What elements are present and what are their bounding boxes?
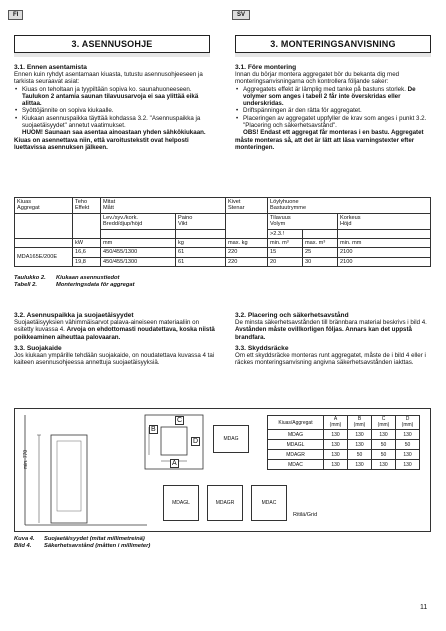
cell-min-vol: 15 — [268, 248, 303, 257]
cell-power: 19,8 — [73, 257, 101, 266]
lang-tab-sv: SV — [232, 10, 250, 20]
label-c: C — [177, 417, 183, 424]
fi-section-3-1 — [14, 64, 214, 151]
unit-minm3: min. m³ — [268, 239, 303, 248]
cell-dims: 450/455/1300 — [101, 257, 176, 266]
dist-th: B (mm) — [348, 416, 372, 430]
fi-title: 3. ASENNUSOHJE — [14, 35, 210, 53]
heater-elevation-diagram — [21, 413, 151, 529]
th-lwh: Lev./syv./kork. Bredd/djup/höjd — [101, 213, 176, 229]
fi-s32-text: Suojaetäisyyksien vähimmäisarvot palava-aineiseen materiaaliin on esitetty kuvassa 4. Arvoja on ehdottomasti noudatettava, koska niistä poikkeaminen aiheuttaa palovaaran. — [14, 319, 215, 341]
fi-s32-heading: 3.2. Asennuspaikka ja suojaetäisyydet — [14, 312, 134, 319]
table-row — [15, 257, 431, 266]
dist-th: D (mm) — [396, 416, 420, 430]
fi-section-3-2 — [14, 312, 216, 366]
sv-s33-text: Om ett skyddsräcke monteras runt aggregatet, måste de i bild 4 eller i räckes monteringsanvisning angivna säkerhetsavstånden iakttas. — [235, 351, 426, 367]
sv-s31-bullet-1: • Aggregatets effekt är lämplig med tanke på bastuns storlek. De volymer som anges i tabell 2 får inte överskridas eller underskridas. — [235, 86, 435, 108]
figure-caption: Kuva 4. Suojaetäisyydet (mitat millimetreinä) Bild 4. Säkerhetsavstånd (måtten i millimeter) — [14, 536, 151, 549]
th-power: Teho Effekt — [73, 198, 101, 214]
fi-s33-text: Jos kiukaan ympärille tehdään suojakaide, on noudatettava kuvassa 4 tai kaiteen asennusohjeessa annettuja suojaetäisyyksiä. — [14, 351, 215, 367]
room-mdagr: MDAGR — [207, 485, 243, 521]
label-a: A — [172, 460, 177, 467]
unit-kw: kW — [73, 239, 101, 248]
lang-tab-fi: FI — [8, 10, 23, 20]
fi-s31-bullet-2: • Syöttöjännite on sopiva kiukaalle. — [14, 107, 214, 114]
sv-s33-heading: 3.3. Skyddsräcke — [235, 344, 289, 352]
cell-weight: 61 — [176, 257, 226, 266]
sv-section-3-1 — [235, 64, 435, 151]
sv-s31-heading: 3.1. Före montering — [235, 64, 297, 71]
distance-table — [267, 415, 420, 470]
unit-maxkg: max. kg — [226, 239, 268, 248]
table-row: MDAGR 130 50 50 130 — [268, 450, 420, 460]
dist-th: A (mm) — [324, 416, 348, 430]
cell-height: 2100 — [338, 257, 431, 266]
cell-max-vol: 30 — [303, 257, 338, 266]
fi-s31-intro: Ennen kuin ryhdyt asentamaan kiuasta, tutustu asennusohjeeseen ja tarkista seuraavat asiat: — [14, 71, 203, 86]
dist-th: Kiuas/Aggregat — [268, 416, 324, 430]
cell-stones: 220 — [226, 257, 268, 266]
th-stones: Kivet Stenar — [226, 198, 268, 214]
fi-s31-bullet-1: • Kiuas on teholtaan ja tyypiltään sopiva ko. saunahuoneeseen. Taulukon 2 antamia saunan tilavuusarvoja ei saa ylittää eikä alittaa. — [14, 86, 214, 108]
sv-s31-intro: Innan du börjar montera aggregatet bör du bekanta dig med monteringsanvisningarna och kontrollera följande saker: — [235, 71, 400, 86]
cell-model: MDA165E/200E — [15, 248, 73, 267]
unit-mm: mm — [101, 239, 176, 248]
fi-s31-heading: 3.1. Ennen asentamista — [14, 64, 87, 71]
th-height: Korkeus Höjd — [338, 213, 431, 229]
cell-stones: 220 — [226, 248, 268, 257]
table-row: MDAC 130 130 130 130 — [268, 460, 420, 470]
fi-s31-note: HUOM! Saunaan saa asentaa ainoastaan yhden sähkökiukaan. Kiuas on asennettava niin, että varoitustekstit ovat helposti luettavissa asennuksen jälkeen. — [14, 129, 206, 151]
dist-th: C (mm) — [372, 416, 396, 430]
cell-height: 2100 — [338, 248, 431, 257]
table-row — [15, 248, 431, 257]
cell-weight: 61 — [176, 248, 226, 257]
sv-s31-note: OBS! Endast ett aggregat får monteras i en bastu. Aggregatet måste monteras så, att det är lätt att läsa varningstexter efter monteringen. — [235, 129, 424, 151]
unit-maxm3: max. m³ — [303, 239, 338, 248]
room-mdag: MDAG — [213, 425, 249, 453]
sv-s32-heading: 3.2. Placering och säkerhetsavstånd — [235, 312, 349, 319]
th-steam: Löylyhuone Bastuutrymme — [268, 198, 431, 214]
label-d: D — [193, 438, 199, 445]
cell-min-vol: 20 — [268, 257, 303, 266]
sv-s31-bullet-3: • Placeringen av aggregatet uppfyller de krav som anges i punkt 3.2. "Placering och säkerhetsavstånd". — [235, 115, 435, 130]
floor-label: Ritilä/Grid — [293, 512, 318, 518]
th-model: Kiuas Aggregat — [15, 198, 73, 214]
th-volume: Tilavuus Volym — [268, 213, 338, 229]
fi-title-box — [14, 35, 210, 57]
table-row: MDAGL 130 130 50 50 — [268, 440, 420, 450]
th-dims: Mitat Mått — [101, 198, 226, 214]
installation-table — [14, 197, 431, 267]
room-mdagl: MDAGL — [163, 485, 199, 521]
table-caption: Taulukko 2. Kiukaan asennustiedot Tabell 2. Monteringsdata för aggregat — [14, 275, 135, 288]
figure-4 — [14, 408, 431, 532]
th-weight: Paino Vikt — [176, 213, 226, 229]
unit-kg: kg — [176, 239, 226, 248]
sv-title-box — [235, 35, 431, 57]
min-height-label: min. 770 — [23, 449, 29, 469]
unit-minmm: min. mm — [338, 239, 431, 248]
sv-title: 3. MONTERINGSANVISNING — [235, 35, 431, 53]
cell-max-vol: 25 — [303, 248, 338, 257]
cell-power: 16,6 — [73, 248, 101, 257]
sv-s31-bullet-2: • Driftspänningen är den rätta för aggregatet. — [235, 107, 435, 114]
note-row: >2.3.! — [268, 229, 303, 238]
fi-s31-bullet-3: • Kiukaan asennuspaikka täyttää kohdassa 3.2. "Asennuspaikka ja suojaetäisyydet" annetut vaatimukset. — [14, 115, 214, 130]
sv-section-3-2 — [235, 312, 435, 366]
label-b: B — [151, 426, 156, 433]
fi-s33-heading: 3.3. Suojakaide — [14, 344, 62, 352]
cell-dims: 450/455/1300 — [101, 248, 176, 257]
table-row: MDAG 130 130 130 130 — [268, 430, 420, 440]
room-mdac: MDAC — [251, 485, 287, 521]
sv-s32-text: De minsta säkerhetsavstånden till brännbara material beskrivs i bild 4. Avstånden måste ovillkorligen följas. Annars kan det uppstå brandfara. — [235, 319, 427, 341]
page-number: 11 — [420, 604, 428, 611]
